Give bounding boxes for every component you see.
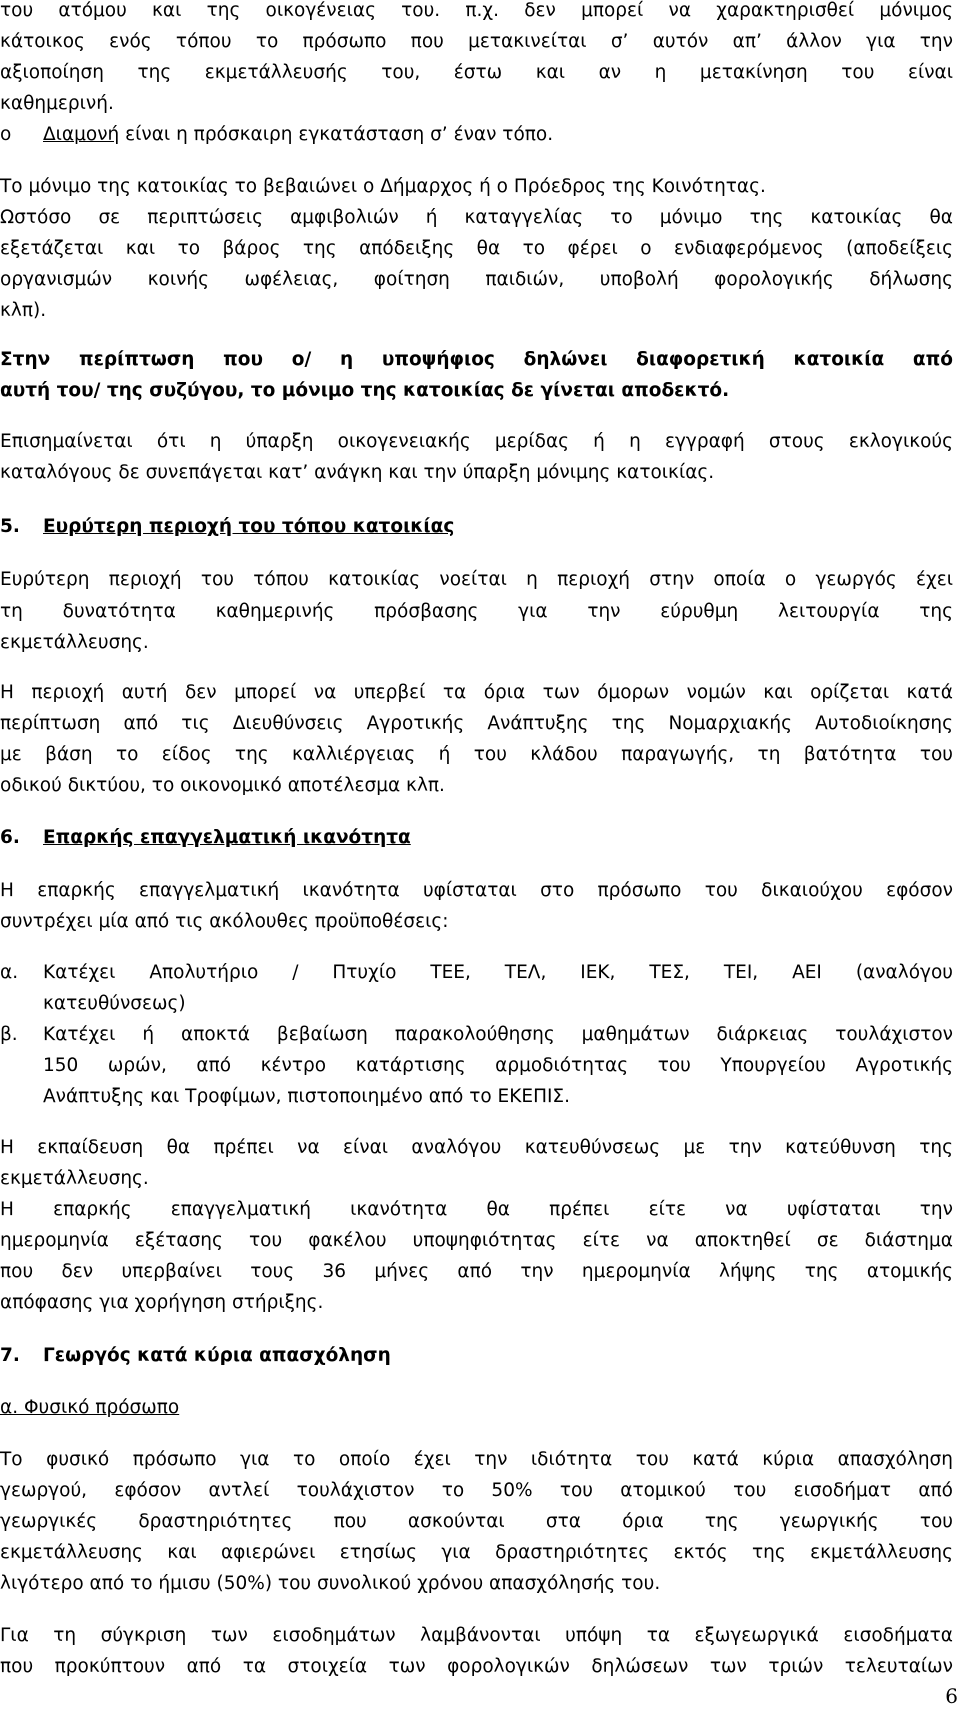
- bold-notice-line: αυτή του/ της συζύγου, το μόνιμο της κατοικίας δε γίνεται αποδεκτό.: [0, 380, 730, 401]
- text-line: απόφασης για χορήγηση στήριξης.: [0, 1292, 324, 1313]
- text-line: που προκύπτουν από τα στοιχεία των φορολογικών δηλώσεων των τριών τελευταίων: [0, 1656, 953, 1677]
- text-line: αξιοποίηση της εκμετάλλευσής του, έστω και αν η μετακίνηση του είναι: [0, 62, 953, 83]
- text-line: του ατόμου και της οικογένειας του. π.χ. δεν μπορεί να χαρακτηρισθεί μόνιμος: [0, 0, 953, 21]
- text-line: τη δυνατότητα καθημερινής πρόσβασης για την εύρυθμη λειτουργία της: [0, 601, 953, 622]
- section-title: Επαρκής επαγγελματική ικανότητα: [43, 827, 411, 848]
- text-line: καταλόγους δε συνεπάγεται κατ’ ανάγκη και την ύπαρξη μόνιμης κατοικίας.: [0, 462, 715, 483]
- list-text: Κατέχει Απολυτήριο / Πτυχίο ΤΕΕ, ΤΕΛ, ΙΕΚ, ΤΕΣ, ΤΕΙ, ΑΕΙ (αναλόγου: [43, 962, 953, 983]
- section-title: Γεωργός κατά κύρια απασχόληση: [43, 1345, 391, 1366]
- text-line: με βάση το είδος της καλλιέργειας ή του κλάδου παραγωγής, τη βατότητα του: [0, 744, 953, 765]
- text-line: εξετάζεται και το βάρος της απόδειξης θα το φέρει ο ενδιαφερόμενος (αποδείξεις: [0, 238, 953, 259]
- page-number: 6: [945, 1684, 958, 1708]
- list-marker: β.: [0, 1024, 18, 1045]
- text-line: περίπτωση από τις Διευθύνσεις Αγροτικής Ανάπτυξης της Νομαρχιακής Αυτοδιοίκησης: [0, 713, 953, 734]
- text-line: Ευρύτερη περιοχή του τόπου κατοικίας νοείται η περιοχή στην οποία ο γεωργός έχει: [0, 569, 953, 590]
- text-line: Η επαρκής επαγγελματική ικανότητα υφίσταται στο πρόσωπο του δικαιούχου εφόσον: [0, 880, 953, 901]
- text-line: Ωστόσο σε περιπτώσεις αμφιβολιών ή καταγγελίας το μόνιμο της κατοικίας θα: [0, 207, 953, 228]
- text-line: Η περιοχή αυτή δεν μπορεί να υπερβεί τα όρια των όμορων νομών και ορίζεται κατά: [0, 682, 953, 703]
- bullet-item: [0, 118, 960, 151]
- bullet-circle-icon: o: [0, 124, 12, 145]
- text-line: συντρέχει μία από τις ακόλουθες προϋποθέσεις:: [0, 911, 449, 932]
- text-line: που δεν υπερβαίνει τους 36 μήνες από την ημερομηνία λήψης της ατομικής: [0, 1261, 953, 1282]
- text-line: κλπ).: [0, 300, 47, 321]
- text-line: οργανισμών κοινής ωφέλειας, φοίτηση παιδιών, υποβολή φορολογικής δήλωσης: [0, 269, 953, 290]
- text-line: Για τη σύγκριση των εισοδημάτων λαμβάνονται υπόψη τα εξωγεωργικά εισοδήματα: [0, 1625, 953, 1646]
- text-line: Το φυσικό πρόσωπο για το οποίο έχει την ιδιότητα του κατά κύρια απασχόληση: [0, 1449, 953, 1470]
- list-marker: α.: [0, 962, 19, 983]
- section-number: 7.: [0, 1345, 20, 1366]
- text-line: καθημερινή.: [0, 93, 114, 114]
- list-text-cont: Ανάπτυξης και Τροφίμων, πιστοποιημένο από το ΕΚΕΠΙΣ.: [43, 1086, 571, 1107]
- section-heading-7: [0, 1339, 960, 1372]
- section-title: Ευρύτερη περιοχή του τόπου κατοικίας: [43, 516, 455, 537]
- list-text: Κατέχει ή αποκτά βεβαίωση παρακολούθησης μαθημάτων διάρκειας τουλάχιστον: [43, 1024, 953, 1045]
- text-line: Η εκπαίδευση θα πρέπει να είναι αναλόγου κατευθύνσεως με την κατεύθυνση της: [0, 1137, 953, 1158]
- section-heading-5: [0, 510, 960, 543]
- list-text-cont: 150 ωρών, από κέντρο κατάρτισης αρμοδιότητας του Υπουργείου Αγροτικής: [43, 1055, 953, 1076]
- bullet-text: είναι η πρόσκαιρη εγκατάσταση σ’ έναν τόπο.: [119, 124, 554, 145]
- text-line: Η επαρκής επαγγελματική ικανότητα θα πρέπει είτε να υφίσταται την: [0, 1199, 953, 1220]
- text-line: εκμετάλλευσης και αφιερώνει ετησίως για δραστηριότητες εκτός της εκμετάλλευσης: [0, 1542, 953, 1563]
- section-heading-6: [0, 821, 960, 854]
- list-item-a: [0, 956, 960, 989]
- list-item-b: [0, 1018, 960, 1051]
- text-line: γεωργικές δραστηριότητες που ασκούνται στα όρια της γεωργικής του: [0, 1511, 953, 1532]
- text-line: ημερομηνία εξέτασης του φακέλου υποψηφιότητας είτε να αποκτηθεί σε διάστημα: [0, 1230, 953, 1251]
- text-line: εκμετάλλευσης.: [0, 632, 149, 653]
- text-line: λιγότερο από το ήμισυ (50%) του συνολικού χρόνου απασχόλησής του.: [0, 1573, 661, 1594]
- term-diamoni: Διαμονή: [43, 124, 120, 145]
- section-number: 6.: [0, 827, 20, 848]
- list-text-cont: κατευθύνσεως): [43, 993, 186, 1014]
- text-line: κάτοικος ενός τόπου το πρόσωπο που μετακινείται σ’ αυτόν απ’ άλλον για την: [0, 31, 953, 52]
- text-line: οδικού δικτύου, το οικονομικό αποτέλεσμα κλπ.: [0, 775, 445, 796]
- text-line: Επισημαίνεται ότι η ύπαρξη οικογενειακής μερίδας ή η εγγραφή στους εκλογικούς: [0, 431, 953, 452]
- text-line: εκμετάλλευσης.: [0, 1168, 149, 1189]
- text-line: γεωργού, εφόσον αντλεί τουλάχιστον το 50% του ατομικού του εισοδήματ από: [0, 1480, 953, 1501]
- bold-notice-line: Στην περίπτωση που ο/ η υποψήφιος δηλώνει διαφορετική κατοικία από: [0, 349, 953, 370]
- section-number: 5.: [0, 516, 20, 537]
- text-line: Το μόνιμο της κατοικίας το βεβαιώνει ο Δήμαρχος ή ο Πρόεδρος της Κοινότητας.: [0, 176, 766, 197]
- subsection-heading: α. Φυσικό πρόσωπο: [0, 1397, 180, 1418]
